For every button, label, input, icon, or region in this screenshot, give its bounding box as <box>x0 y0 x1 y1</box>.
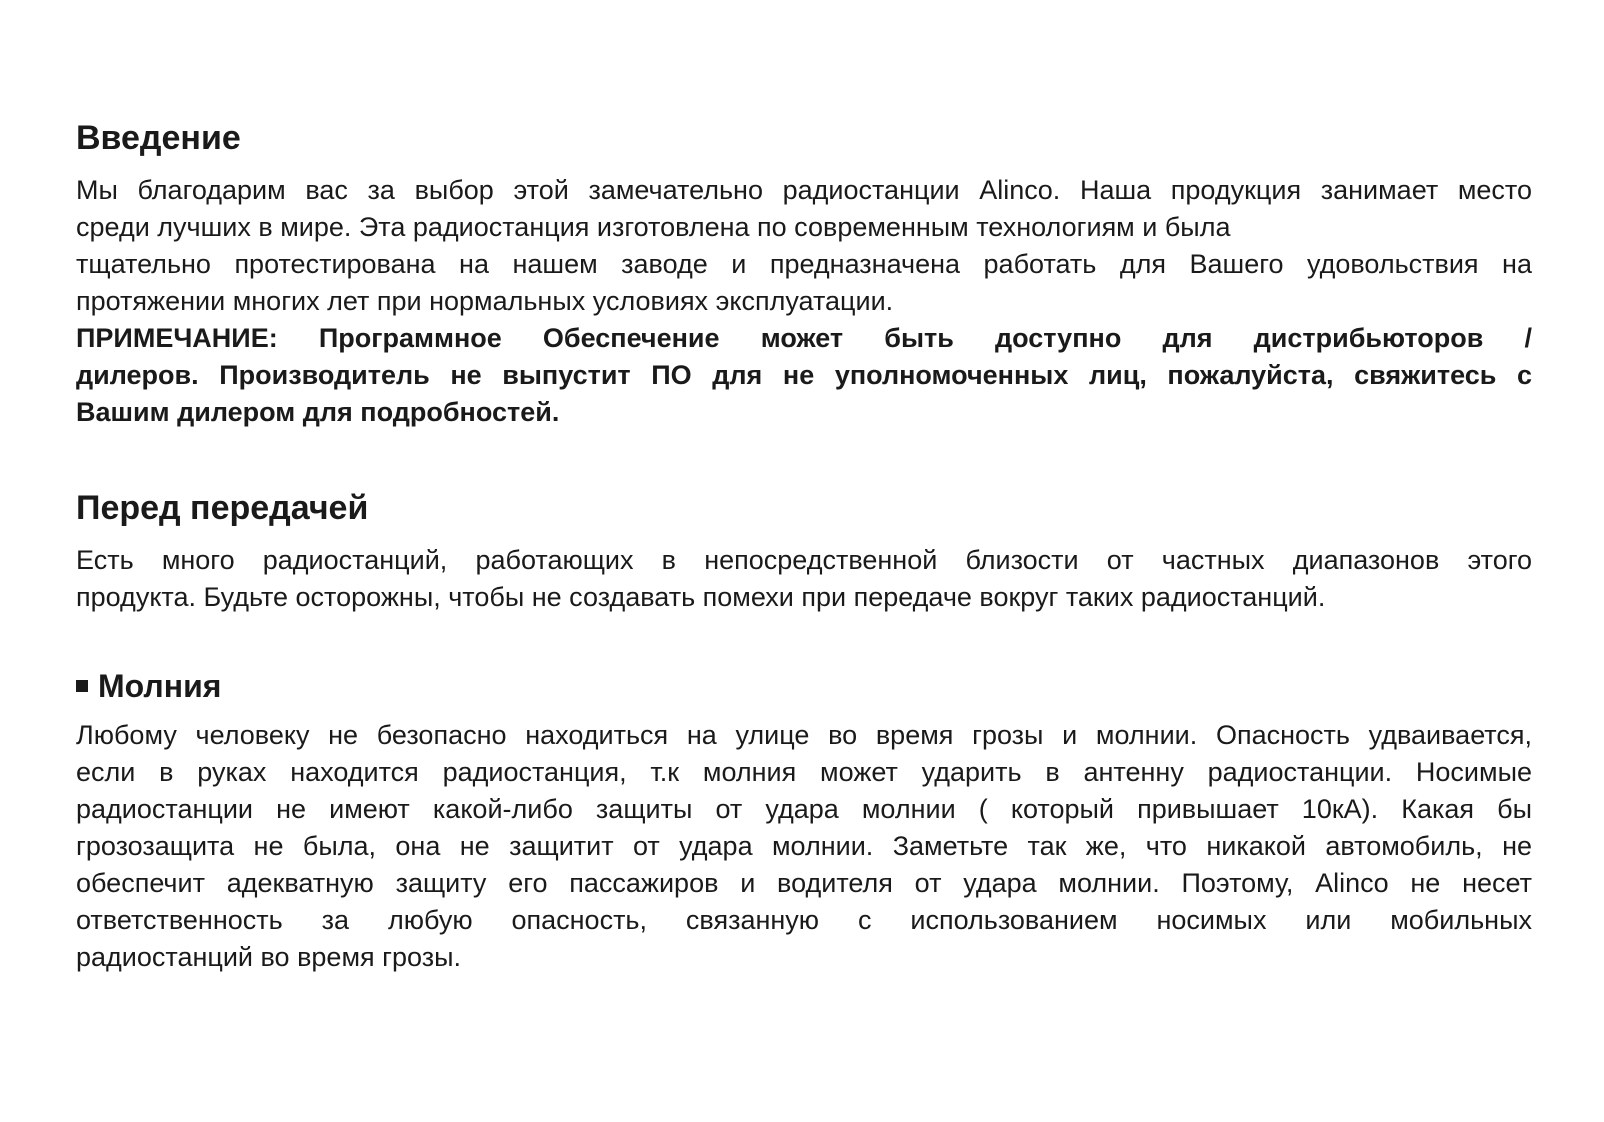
lightning-line: если в руках находится радиостанция, т.к молния может ударить в антенну радиостанции. Носимые <box>76 757 1532 787</box>
note-line: Вашим дилером для подробностей. <box>76 397 560 427</box>
note-line: ПРИМЕЧАНИЕ: Программное Обеспечение может быть доступно для дистрибьюторов / <box>76 323 1532 353</box>
intro-line: протяжении многих лет при нормальных условиях эксплуатации. <box>76 286 894 316</box>
heading-lightning-text: Молния <box>98 668 222 704</box>
note-line: дилеров. Производитель не выпустит ПО для не уполномоченных лиц, пожалуйста, свяжитесь с <box>76 360 1532 390</box>
intro-paragraph <box>76 172 1532 320</box>
lightning-line: радиостанций во время грозы. <box>76 942 461 972</box>
square-bullet-icon <box>76 680 88 692</box>
lightning-line: радиостанции не имеют какой-либо защиты от удара молнии ( который привышает 10кА). Какая бы <box>76 794 1532 824</box>
transmission-paragraph <box>76 542 1532 616</box>
note-paragraph <box>76 320 1532 431</box>
lightning-line: грозозащита не была, она не защитит от удара молнии. Заметьте так же, что никакой автомобиль, не <box>76 831 1532 861</box>
heading-lightning <box>76 667 1532 705</box>
transmission-line: продукта. Будьте осторожны, чтобы не создавать помехи при передаче вокруг таких радиостанций. <box>76 582 1326 612</box>
intro-line: среди лучших в мире. Эта радиостанция изготовлена по современным технологиям и была <box>76 212 1231 242</box>
heading-introduction: Введение <box>76 119 241 157</box>
lightning-line: обеспечит адекватную защиту его пассажиров и водителя от удара молнии. Поэтому, Alinco не несет <box>76 868 1532 898</box>
section-lightning <box>76 667 1532 976</box>
lightning-paragraph <box>76 717 1532 976</box>
heading-before-transmission: Перед передачей <box>76 489 369 527</box>
intro-line: Мы благодарим вас за выбор этой замечательно радиостанции Alinco. Наша продукция занимает место <box>76 175 1532 205</box>
intro-line: тщательно протестирована на нашем заводе и предназначена работать для Вашего удовольствия на <box>76 249 1532 279</box>
transmission-line: Есть много радиостанций, работающих в непосредственной близости от частных диапазонов этого <box>76 545 1532 575</box>
section-before-transmission <box>76 488 1532 616</box>
lightning-line: ответственность за любую опасность, связанную с использованием носимых или мобильных <box>76 905 1532 935</box>
lightning-line: Любому человеку не безопасно находиться на улице во время грозы и молнии. Опасность удваивается, <box>76 720 1532 750</box>
section-introduction <box>76 118 1532 431</box>
